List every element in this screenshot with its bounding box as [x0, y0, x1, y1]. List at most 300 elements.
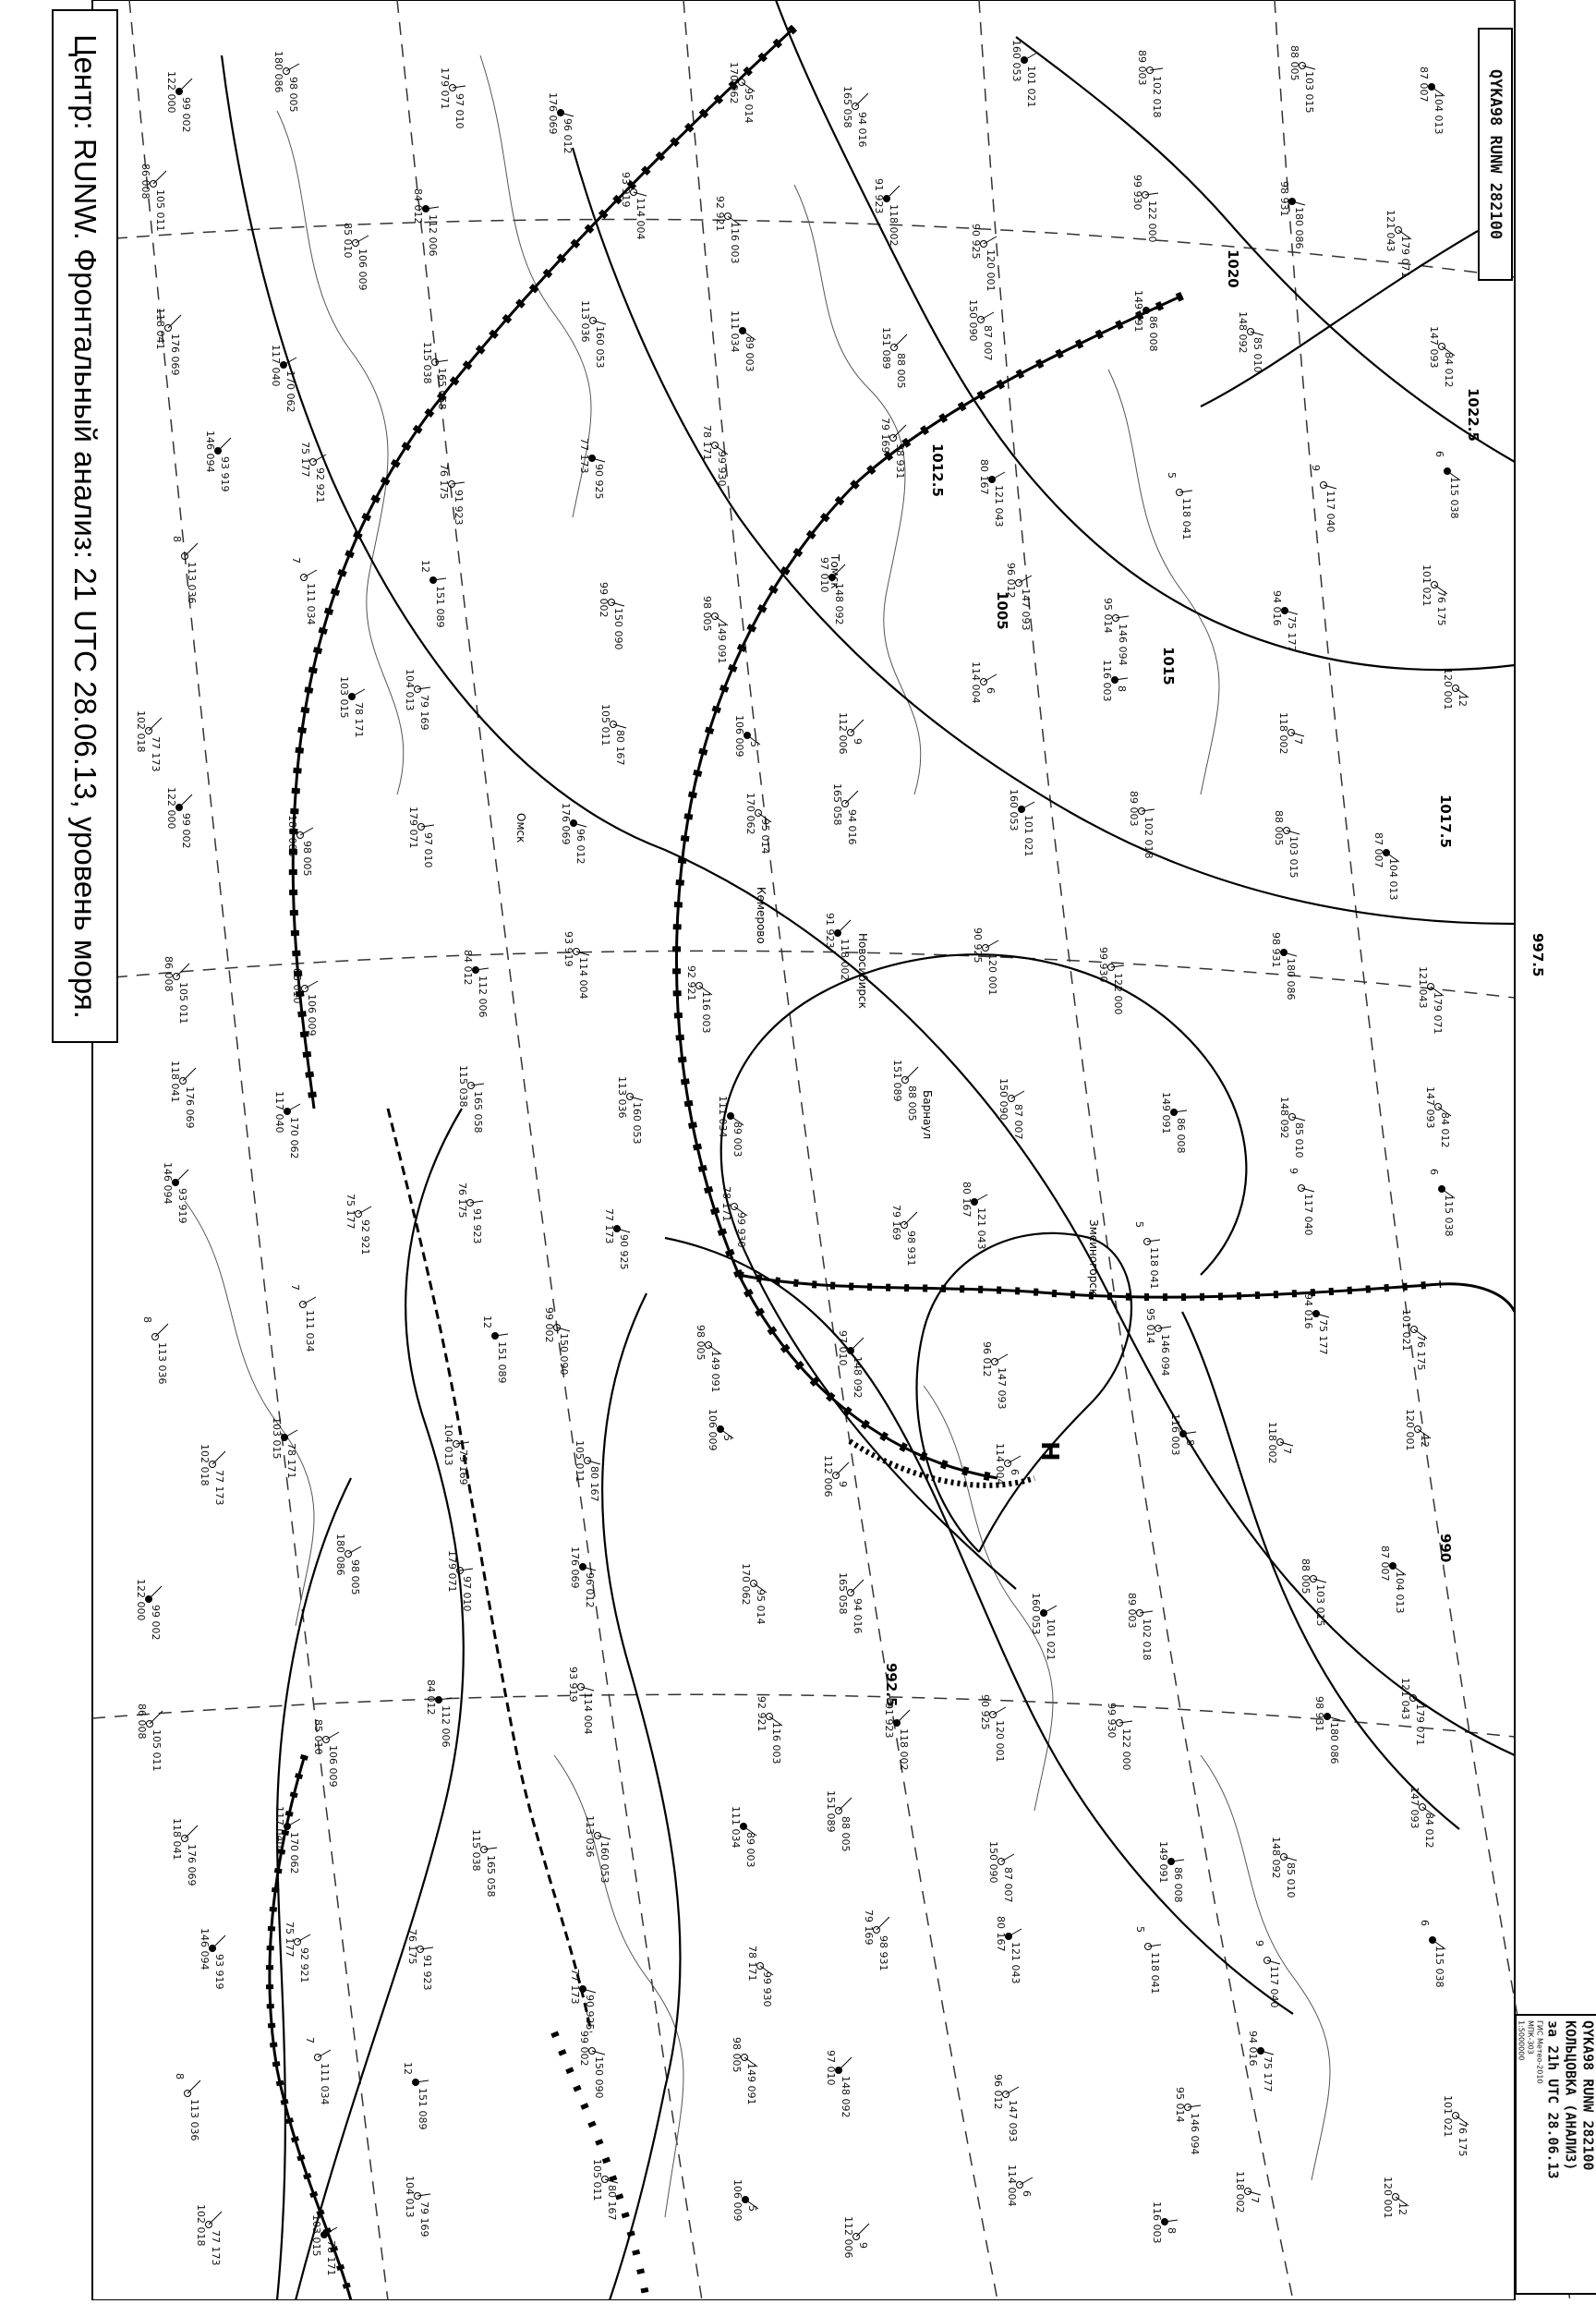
station-value: 150 090 [558, 1333, 570, 1376]
station-value-secondary: 9 [1288, 1168, 1300, 1174]
station-value: 103 015 [1303, 71, 1315, 114]
station-value: 90 925 [593, 464, 605, 500]
station-value: 6 [1009, 1469, 1021, 1475]
station-value: 97 010 [453, 93, 466, 129]
station-value-secondary: 86 008 [163, 956, 175, 992]
station-value: 104 013 [1394, 1571, 1406, 1614]
station-value-secondary: 121 043 [1417, 966, 1429, 1009]
station-value: 98 931 [877, 1935, 889, 1971]
station-value-secondary: 114 004 [994, 1443, 1006, 1485]
station-value: 84 012 [1439, 1112, 1451, 1148]
station-value: 102 018 [1151, 76, 1163, 118]
station-value: 79 169 [457, 1449, 469, 1485]
station-value: 149 091 [716, 622, 728, 664]
station-value: 118 041 [1148, 1247, 1160, 1290]
station-value: 84 012 [1423, 1813, 1435, 1849]
station-value-secondary: 179 071 [446, 1550, 458, 1593]
station-value-secondary: 112 006 [842, 2216, 854, 2259]
station-value: 94 016 [852, 1598, 864, 1634]
station-value: 180 086 [1285, 958, 1297, 1000]
station-value: 6 [1021, 2190, 1033, 2197]
station-value: 92 921 [314, 467, 326, 503]
station-value-secondary: 99 930 [1097, 947, 1109, 983]
station-value: 118 002 [898, 1728, 910, 1771]
station-value-secondary: 7 [289, 1284, 301, 1291]
station-value: 179 071 [1399, 236, 1411, 278]
station-value-secondary: 12 [481, 1316, 493, 1328]
isobar-label: 1022.5 [1465, 388, 1481, 442]
station-value: 115 038 [1433, 1946, 1445, 1988]
station-value: 75 177 [1317, 1319, 1329, 1355]
station-value-secondary: 80 167 [961, 1182, 973, 1218]
station-value-secondary: 149 091 [1157, 1841, 1169, 1884]
station-value-secondary: 98 931 [1270, 932, 1282, 968]
station-value: 92 921 [298, 1947, 310, 1983]
station-value: 105 011 [177, 982, 189, 1025]
station-value: 5 [721, 1435, 733, 1441]
station-value-secondary: 77 173 [569, 1969, 581, 2005]
station-value-secondary: 149 091 [1132, 290, 1144, 333]
station-value-secondary: 102 018 [199, 1444, 211, 1486]
station-value: 117 040 [1302, 1194, 1314, 1236]
station-value: 118 041 [1180, 498, 1192, 540]
station-value: 89 003 [732, 1122, 744, 1158]
station-value-secondary: 9 [1310, 465, 1322, 471]
station-value: 148 092 [833, 583, 845, 625]
station-value-secondary: 95 014 [1144, 1308, 1156, 1344]
station-value-secondary: 179 071 [439, 67, 451, 110]
station-value-secondary: 78 171 [701, 425, 713, 461]
station-value: 121 043 [993, 485, 1005, 527]
header-code: QYKA98 RUNW 282100 [1486, 69, 1505, 239]
station-value-secondary: 103 015 [310, 2214, 322, 2257]
station-value: 90 925 [584, 1995, 596, 2031]
legend-projection: МПК-303 [1526, 2020, 1535, 2288]
station-value-secondary: 102 018 [135, 710, 147, 753]
station-value-secondary: 147 093 [1409, 1787, 1421, 1829]
legend-station: КОЛЬЦОВКА (АНАЛИЗ) [1562, 2020, 1579, 2288]
station-value: 9 [852, 738, 864, 745]
station-value-secondary: 91 923 [883, 1703, 895, 1739]
station-value-secondary: 106 009 [732, 2179, 744, 2222]
station-value: 99 930 [716, 451, 728, 487]
station-value: 160 053 [594, 326, 606, 369]
station-value: 115 038 [1448, 477, 1460, 519]
station-value-secondary: 79 169 [863, 1910, 875, 1946]
station-value-secondary: 180 086 [286, 815, 298, 857]
isobar-label: 1015 [1160, 647, 1177, 685]
station-value-secondary: 146 094 [162, 1162, 174, 1205]
station-value-secondary: 97 010 [818, 557, 830, 593]
station-value-secondary: 146 094 [199, 1928, 211, 1971]
station-value-secondary: 93 919 [620, 172, 632, 208]
station-value-secondary: 99 930 [1106, 1703, 1118, 1739]
station-value: 96 012 [562, 118, 574, 154]
station-value: 101 021 [1022, 815, 1034, 857]
station-value: 147 093 [1007, 2100, 1019, 2142]
station-value: 99 930 [761, 1971, 773, 2007]
station-value: 9 [837, 1481, 849, 1487]
station-value: 120 001 [985, 249, 997, 292]
station-value: 151 089 [417, 2088, 429, 2130]
station-value: 116 003 [729, 222, 741, 264]
station-value-secondary: 149 091 [1160, 1092, 1172, 1134]
legend-box [1515, 2014, 1596, 2295]
station-value: 101 021 [1045, 1619, 1057, 1661]
station-value-secondary: 99 002 [543, 1307, 555, 1343]
station-value: 97 010 [422, 832, 434, 868]
station-value: 95 014 [743, 88, 755, 124]
station-value-secondary: 160 053 [1030, 1593, 1042, 1635]
station-value: 105 011 [154, 189, 166, 232]
station-value-secondary: 98 005 [731, 2037, 743, 2073]
station-value: 84 012 [1443, 352, 1455, 388]
station-value-secondary: 118 041 [154, 308, 166, 350]
station-value-secondary: 96 012 [992, 2074, 1004, 2110]
station-value-secondary: 118 041 [171, 1818, 183, 1861]
station-value: 98 005 [301, 841, 313, 877]
station-value-secondary: 180 086 [334, 1534, 346, 1576]
station-value-secondary: 78 171 [746, 1946, 758, 1982]
station-value-secondary: 12 [402, 2062, 414, 2075]
station-value: 179 071 [1432, 992, 1444, 1035]
isobar-label: 992.5 [883, 1663, 900, 1706]
pressure-center-label: H [1035, 1441, 1063, 1461]
station-value-secondary: 9 [1253, 1940, 1265, 1946]
station-value-secondary: 79 169 [879, 418, 891, 454]
station-value-secondary: 90 925 [979, 1694, 991, 1730]
station-value-secondary: 84 012 [425, 1679, 437, 1716]
station-value-secondary: 111 034 [729, 310, 741, 353]
station-value: 8 [1166, 2227, 1178, 2234]
station-value-secondary: 114 004 [1006, 2165, 1018, 2207]
station-value: 95 014 [759, 819, 771, 855]
station-value: 147 093 [996, 1367, 1008, 1410]
station-value: 112 006 [427, 214, 439, 257]
station-value-secondary: 89 003 [1126, 1593, 1138, 1629]
map-title: Центр: RUNW. Фронтальный анализ: 21 UTC 28.06.13, уровень моря. [67, 34, 103, 1019]
station-value-secondary: 165 058 [841, 86, 853, 128]
station-value: 12 [1396, 2202, 1409, 2215]
station-value-secondary: 170 062 [740, 1563, 752, 1606]
station-value: 149 091 [745, 2063, 757, 2105]
station-value: 104 013 [1433, 92, 1445, 135]
station-value-secondary: 7 [290, 557, 302, 564]
station-value: 113 036 [156, 1342, 168, 1385]
station-value-secondary: 98 005 [695, 1325, 707, 1361]
station-value: 93 919 [219, 456, 231, 492]
station-value: 88 005 [895, 353, 907, 389]
station-value-secondary: 117 040 [270, 345, 282, 387]
station-value: 148 092 [852, 1356, 864, 1399]
station-value: 176 069 [169, 333, 181, 376]
station-value-secondary: 121 043 [1384, 210, 1396, 252]
city-label: Кемерово [755, 887, 768, 944]
station-value: 90 925 [618, 1234, 630, 1270]
station-value: 89 003 [744, 1832, 756, 1868]
station-value: 151 089 [434, 586, 446, 628]
city-label: Змеиногорск [1087, 1219, 1100, 1295]
station-value-secondary: 117 040 [273, 1091, 285, 1134]
station-value: 103 015 [1314, 1584, 1326, 1627]
station-value-secondary: 101 021 [1442, 2095, 1454, 2138]
station-value-secondary: 121 043 [1399, 1678, 1411, 1720]
station-value: 5 [748, 741, 760, 747]
station-value-secondary: 88 005 [1288, 45, 1300, 81]
station-value-secondary: 148 092 [1237, 311, 1249, 354]
station-value-secondary: 122 000 [135, 1579, 147, 1621]
station-value: 93 919 [213, 1954, 225, 1990]
station-value-secondary: 111 034 [717, 1096, 729, 1138]
station-value: 105 011 [151, 1729, 163, 1772]
station-value-secondary: 80 167 [978, 459, 990, 495]
station-value: 176 069 [184, 1086, 196, 1129]
station-value-secondary: 115 038 [421, 342, 433, 384]
station-value: 114 004 [577, 957, 589, 1000]
station-value-secondary: 86 008 [139, 164, 151, 200]
station-value-secondary: 150 090 [998, 1078, 1010, 1121]
station-value: 12 [1457, 694, 1469, 707]
station-value: 160 053 [631, 1102, 643, 1145]
station-value: 79 169 [418, 2201, 430, 2237]
station-value-secondary: 78 171 [720, 1186, 732, 1222]
station-value-secondary: 104 013 [404, 669, 416, 711]
station-value-secondary: 87 007 [1418, 67, 1430, 103]
station-value-secondary: 176 069 [560, 803, 572, 845]
station-value: 148 092 [840, 2076, 852, 2118]
station-value: 176 069 [186, 1844, 198, 1886]
station-value-secondary: 91 923 [824, 913, 836, 949]
station-value-secondary: 77 173 [578, 438, 590, 474]
station-value: 75 177 [1286, 616, 1298, 652]
city-label: Омск [514, 813, 527, 843]
station-value: 9 [857, 2242, 869, 2249]
station-value: 8 [1116, 685, 1128, 692]
station-value: 99 002 [150, 1605, 162, 1641]
station-value: 12 [1419, 1435, 1431, 1448]
station-value: 91 923 [471, 1208, 483, 1244]
station-value: 77 173 [210, 2230, 222, 2266]
station-value-secondary: 101 021 [1400, 1309, 1412, 1352]
station-value: 78 171 [325, 2240, 337, 2276]
isobar-label: 1012.5 [929, 443, 946, 497]
title-box [52, 9, 118, 1043]
station-value: 111 034 [304, 1310, 316, 1352]
station-value: 160 053 [598, 1841, 611, 1884]
station-value-secondary: 91 923 [873, 178, 885, 214]
station-value-secondary: 94 016 [1302, 1293, 1314, 1329]
station-value-secondary: 85 010 [312, 1719, 324, 1755]
station-value-secondary: 92 921 [756, 1696, 768, 1732]
station-value: 88 005 [840, 1816, 852, 1852]
station-value: 118 002 [839, 939, 851, 981]
station-value: 146 094 [1117, 624, 1129, 666]
legend-software: ГИС Метео-2010 [1535, 2020, 1544, 2288]
station-value-secondary: 170 062 [744, 793, 756, 835]
station-value: 87 007 [982, 325, 994, 361]
station-value-secondary: 112 006 [822, 1455, 834, 1498]
station-value-secondary: 88 005 [1300, 1558, 1312, 1595]
station-value: 170 062 [288, 1832, 300, 1874]
station-value-secondary: 105 011 [574, 1440, 586, 1483]
station-value: 99 930 [735, 1212, 747, 1248]
station-value: 91 923 [421, 1955, 433, 1991]
station-value: 113 036 [186, 562, 198, 604]
station-value: 79 169 [418, 695, 430, 731]
station-value: 121 043 [1010, 1942, 1022, 1984]
station-value-secondary: 94 016 [1247, 2031, 1259, 2067]
station-value: 121 043 [975, 1207, 987, 1250]
station-value: 92 921 [359, 1219, 371, 1255]
station-value-secondary: 89 003 [1128, 791, 1140, 827]
station-value: 76 175 [1415, 1335, 1427, 1371]
station-value-secondary: 93 919 [567, 1667, 579, 1703]
station-value: 7 [1281, 1448, 1293, 1454]
station-value-secondary: 105 011 [599, 704, 611, 746]
station-value: 75 177 [1262, 2056, 1274, 2092]
station-value-secondary: 179 071 [407, 806, 419, 849]
station-value-secondary: 6 [1419, 1920, 1431, 1926]
station-value: 8 [1184, 1439, 1196, 1446]
station-value-secondary: 150 090 [987, 1841, 999, 1884]
station-value: 85 010 [1285, 1862, 1297, 1898]
station-value-secondary: 118 002 [1266, 1422, 1278, 1464]
station-value: 111 034 [319, 2063, 331, 2105]
station-value-secondary: 151 089 [891, 1060, 903, 1102]
station-value: 101 021 [1025, 66, 1037, 108]
legend-scale: 1:5000000 [1517, 2020, 1526, 2288]
station-value: 102 018 [1141, 1619, 1153, 1661]
station-value-secondary: 84 012 [462, 950, 474, 986]
station-value: 95 014 [755, 1589, 767, 1625]
station-value: 96 012 [584, 1572, 596, 1608]
station-value-secondary: 99 002 [598, 582, 610, 618]
station-value-secondary: 6 [1428, 1169, 1440, 1175]
station-value: 80 167 [614, 730, 626, 766]
station-value-secondary: 112 006 [837, 712, 849, 755]
station-value: 76 175 [1457, 2121, 1469, 2157]
station-value: 113 036 [188, 2099, 200, 2141]
station-value-secondary: 8 [141, 1316, 153, 1323]
station-value: 165 058 [436, 368, 448, 410]
isobar-label: 1005 [994, 591, 1010, 630]
station-value: 150 090 [593, 2056, 605, 2099]
station-value-secondary: 97 010 [825, 2050, 837, 2086]
station-value-secondary: 176 069 [569, 1546, 581, 1589]
station-value: 151 089 [496, 1341, 508, 1384]
station-value: 86 008 [1175, 1118, 1187, 1154]
station-value-secondary: 80 167 [995, 1916, 1007, 1952]
station-value: 180 086 [1328, 1722, 1340, 1764]
station-value: 98 005 [287, 77, 299, 113]
station-value-secondary: 5 [1134, 1926, 1146, 1933]
station-value: 103 015 [1288, 836, 1300, 879]
station-value: 94 016 [846, 809, 858, 845]
station-value: 165 058 [485, 1855, 497, 1898]
station-value: 96 012 [574, 829, 586, 865]
station-value: 115 038 [1443, 1194, 1455, 1237]
station-value: 114 004 [582, 1692, 594, 1735]
station-value-secondary: 102 018 [195, 2204, 207, 2247]
station-value-secondary: 92 921 [714, 196, 726, 232]
station-value-secondary: 99 930 [1131, 175, 1143, 211]
station-value-secondary: 151 089 [825, 1790, 837, 1833]
station-value: 118 041 [1149, 1952, 1161, 1995]
station-value: 146 094 [1189, 2113, 1201, 2155]
station-value-secondary: 170 062 [728, 62, 740, 104]
station-value-secondary: 76 175 [456, 1182, 468, 1219]
station-value: 170 062 [288, 1117, 300, 1159]
station-value: 89 003 [744, 336, 756, 372]
station-value: 91 923 [453, 490, 465, 526]
station-value: 77 173 [150, 736, 162, 772]
station-value-secondary: 93 919 [562, 931, 574, 967]
isobar-label: 1020 [1225, 249, 1241, 288]
city-label: Новосибирск [856, 933, 869, 1009]
station-value: 146 094 [1159, 1334, 1171, 1376]
station-value-secondary: 96 012 [1005, 563, 1017, 599]
legend-time: за 21h UTC 28.06.13 [1544, 2020, 1562, 2288]
station-value-secondary: 120 001 [1382, 2177, 1394, 2219]
station-value: 106 009 [327, 1745, 339, 1788]
station-value: 78 171 [285, 1443, 297, 1479]
station-value-secondary: 75 177 [299, 442, 311, 478]
station-value-secondary: 117 040 [273, 1806, 285, 1849]
station-value-secondary: 94 016 [1271, 590, 1283, 626]
station-value: 120 001 [994, 1720, 1006, 1763]
isobar-label: 990 [1437, 1534, 1454, 1562]
station-value: 94 016 [856, 112, 868, 148]
station-value-secondary: 148 092 [1278, 1097, 1290, 1139]
station-value: 150 090 [612, 608, 624, 650]
station-value: 106 009 [357, 249, 369, 291]
station-value-secondary: 98 005 [701, 596, 713, 632]
station-value-secondary: 90 925 [972, 928, 984, 964]
isobar-label: 997.5 [1530, 933, 1546, 976]
station-value-secondary: 115 038 [457, 1065, 469, 1108]
station-value-secondary: 114 004 [970, 661, 982, 704]
station-value-secondary: 7 [304, 2037, 316, 2043]
station-value: 7 [1292, 738, 1304, 745]
station-value-secondary: 96 012 [981, 1341, 993, 1377]
station-value-secondary: 8 [174, 2073, 186, 2080]
station-value: 116 003 [700, 991, 712, 1034]
station-value: 170 062 [284, 370, 296, 413]
station-value-secondary: 116 003 [1101, 660, 1113, 702]
station-value: 106 009 [306, 994, 318, 1037]
station-value: 86 008 [1147, 316, 1159, 352]
station-value-secondary: 115 038 [470, 1829, 482, 1872]
station-value-secondary: 120 001 [1404, 1409, 1416, 1451]
station-value-secondary: 76 175 [438, 464, 450, 500]
station-value-secondary: 101 021 [1421, 564, 1433, 607]
station-value: 76 175 [1435, 590, 1447, 626]
station-value-secondary: 120 001 [1442, 668, 1454, 710]
station-value: 120 001 [986, 953, 998, 996]
station-value-secondary: 146 094 [204, 430, 216, 473]
station-value-secondary: 98 931 [1313, 1696, 1325, 1732]
station-value-secondary: 103 015 [338, 676, 350, 719]
header-code-box [1478, 28, 1513, 281]
station-value-secondary: 79 169 [890, 1205, 902, 1241]
station-value: 78 171 [353, 702, 365, 738]
station-value: 147 093 [1020, 588, 1032, 631]
station-value: 80 167 [606, 2185, 618, 2221]
station-value-secondary: 5 [1133, 1221, 1145, 1228]
station-value-secondary: 148 092 [1270, 1837, 1282, 1879]
station-value-secondary: 151 089 [880, 327, 892, 370]
station-value-secondary: 147 093 [1428, 326, 1440, 369]
